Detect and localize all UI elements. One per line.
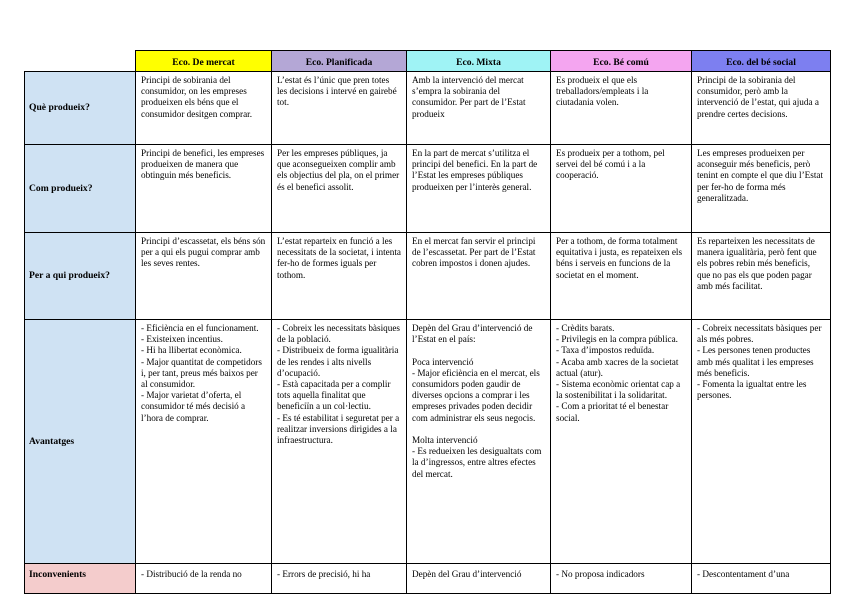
table-cell: - Cobreix les necessitats bàsiques de la població. - Distribueix de forma igualitària de les rendes i alts nivells d’ocupació. - Està capacitada per a complir tots aquella finalitat que beneficiïn a un col·lectiu. - Es té estabilitat i seguretat per a realitzar inversions dirigides a la infraestructura. — [272, 320, 407, 564]
header-eco-mixta: Eco. Mixta — [407, 51, 551, 72]
table-row — [25, 320, 831, 564]
table-cell: En la part de mercat s’utilitza el principi del benefici. En la part de l’Estat les empreses públiques produeixen per l’interès general. — [407, 145, 551, 233]
table-cell: En el mercat fan servir el principi de l’escassetat. Per part de l’Estat cobren impostos i donen ajudes. — [407, 233, 551, 320]
table-cell: Depèn del Grau d’intervenció — [407, 564, 551, 594]
table-cell: Per a tothom, de forma totalment equitativa i justa, es repateixen els béns i serveis en funcions de la societat en el moment. — [551, 233, 692, 320]
table-cell: Principi de benefici, les empreses produeixen de manera que obtinguin més beneficis. — [136, 145, 272, 233]
header-eco-planificada: Eco. Planificada — [272, 51, 407, 72]
table-cell: Principi d’escassetat, els béns són per a qui els pugui comprar amb les seves rentes. — [136, 233, 272, 320]
table-row — [25, 72, 831, 145]
header-row — [25, 51, 831, 72]
row-header-per-a-qui-produeix: Per a qui produeix? — [25, 233, 136, 320]
table-cell: - Cobreix necessitats bàsiques per als més pobres. - Les persones tenen productes amb més qualitat i les empreses més beneficis. - Fomenta la igualtat entre les persones. — [692, 320, 831, 564]
table-cell: L’estat és l’únic que pren totes les decisions i intervé en gairebé tot. — [272, 72, 407, 145]
table-cell: Principi de sobirania del consumidor, on les empreses produeixen els béns que el consumidor desitgen comprar. — [136, 72, 272, 145]
table-cell: Es produeix el que els treballadors/empleats i la ciutadania volen. — [551, 72, 692, 145]
table-cell: - Crèdits barats. - Privilegis en la compra pública. - Taxa d’impostos reduïda. - Acaba amb xacres de la societat actual (atur). - Sistema econòmic orientat cap a la sostenibilitat i la solidaritat. - Com a prioritat té el benestar social. — [551, 320, 692, 564]
header-eco-be-social: Eco. del bé social — [692, 51, 831, 72]
table-cell: Amb la intervenció del mercat s’empra la sobirania del consumidor. Per part de l’Estat produeix — [407, 72, 551, 145]
row-header-com-produeix: Com produeix? — [25, 145, 136, 233]
table-cell: Les empreses produeixen per aconseguir més beneficis, però tenint en compte el que diu l’Estat per fer-ho de forma més generalitzada. — [692, 145, 831, 233]
table-cell: Depèn del Grau d’intervenció de l’Estat en el país: Poca intervenció - Major eficiència en el mercat, els consumidors poden gaudir de diverses opcions a comprar i les empreses privades poden decidir com administrar els seus negocis. Molta intervenció - Es redueixen les desigualtats com la d’ingressos, entre altres efectes del mercat. — [407, 320, 551, 564]
header-eco-be-comu: Eco. Bé comú — [551, 51, 692, 72]
table-cell: Per les empreses públiques, ja que aconsegueixen complir amb els objectius del pla, on el primer és el benefici assolit. — [272, 145, 407, 233]
economic-systems-table — [24, 50, 831, 594]
row-header-que-produeix: Què produeix? — [25, 72, 136, 145]
row-header-inconvenients: Inconvenients — [25, 564, 136, 594]
table-cell: - Eficiència en el funcionament. - Existeixen incentius. - Hi ha llibertat econòmica. - Major quantitat de competidors i, per tant, preus més baixos per al consumidor. - Major varietat d’oferta, el consumidor té més decisió a l’hora de comprar. — [136, 320, 272, 564]
row-header-avantatges: Avantatges — [25, 320, 136, 564]
table-cell: - Errors de precisió, hi ha — [272, 564, 407, 594]
table-cell: L’estat reparteix en funció a les necessitats de la societat, i intenta fer-ho de formes iguals per tothom. — [272, 233, 407, 320]
header-corner — [25, 51, 136, 72]
table-row — [25, 564, 831, 594]
table-cell: Principi de la sobirania del consumidor, però amb la intervenció de l’estat, qui ajuda a prendre certes decisions. — [692, 72, 831, 145]
table-cell: - No proposa indicadors — [551, 564, 692, 594]
table-row — [25, 233, 831, 320]
table-cell: - Distribució de la renda no — [136, 564, 272, 594]
table-cell: - Descontentament d’una — [692, 564, 831, 594]
header-eco-mercat: Eco. De mercat — [136, 51, 272, 72]
table-cell: Es reparteixen les necessitats de manera igualitària, però fent que els pobres rebin més beneficis, que no pas els que poden pagar amb més facilitat. — [692, 233, 831, 320]
table-cell: Es produeix per a tothom, pel servei del bé comú i a la cooperació. — [551, 145, 692, 233]
table-row — [25, 145, 831, 233]
